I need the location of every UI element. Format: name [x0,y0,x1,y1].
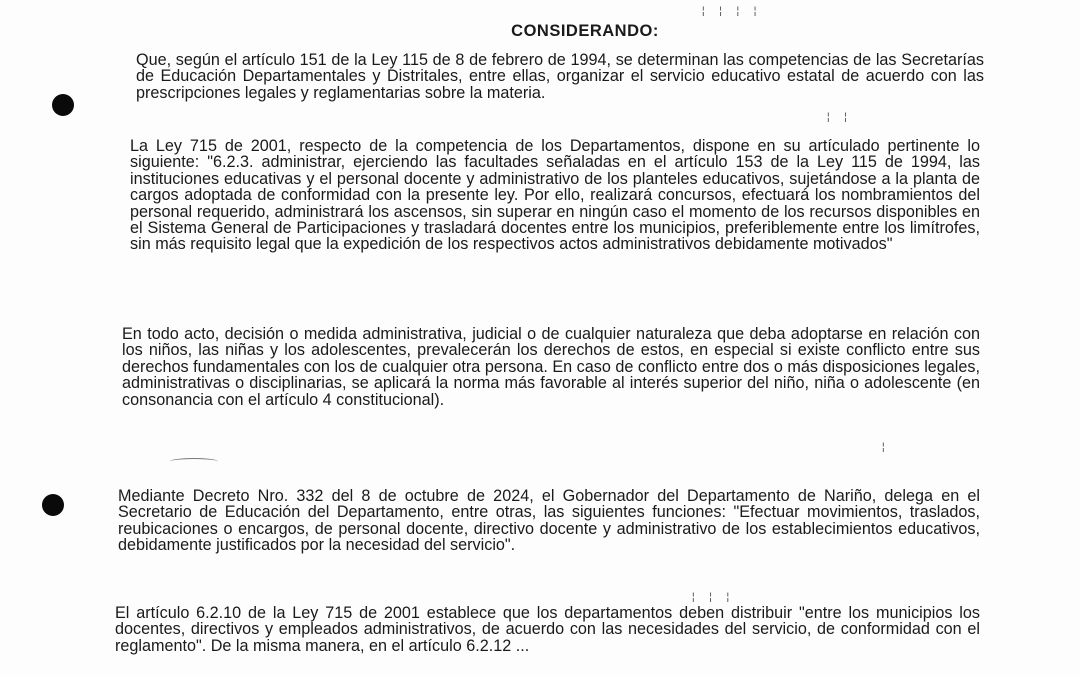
paragraph: La Ley 715 de 2001, respecto de la competencia de los Departamentos, dispone en su artículado pertinente lo siguiente: "6.2.3. administrar, ejerciendo las facultades señaladas en el artículo 153 de la Ley 115 de 1994, las instituciones educativas y el personal docente y administrativo de los planteles educativos, sujetándose a la planta de cargos adoptada de conformidad con la presente ley. Por ello, realizará concursos, efectuará los nombramientos del personal requerido, administrará los ascensos, sin superar en ningún caso el momento de los recursos disponibles en el Sistema General de Participaciones y trasladará docentes entre los municipios, preferiblemente entre los limítrofes, sin más requisito legal que la expedición de los respectivos actos administrativos debidamente motivados" [130,137,980,254]
scan-artifact: ¦ ¦ ¦ ¦ [700,4,761,17]
paragraph: Mediante Decreto Nro. 332 del 8 de octubre de 2024, el Gobernador del Departamento de Nariño, delega en el Secretario de Educación del Departamento, entre otras, las siguientes funciones: "Efectuar movimientos, traslados, reubicaciones o encargos, de personal docente, directivo docente y administrativo de los establecimientos educativos, debidamente justificados por la necesidad del servicio". [118,487,980,555]
scan-artifact: ¦ ¦ [825,110,851,123]
paragraph: El artículo 6.2.10 de la Ley 715 de 2001 establece que los departamentos deben distribuir "entre los municipios los docentes, directivos y empleados administrativos, de acuerdo con las necesidades del servicio, de conformidad con el reglamento". De la misma manera, en el artículo 6.2.12 ... [115,604,980,655]
paragraph: Que, según el artículo 151 de la Ley 115 de 8 de febrero de 1994, se determinan las competencias de las Secretarías de Educación Departamentales y Distritales, entre ellas, organizar el servicio educativo estatal de acuerdo con las prescripciones legales y reglamentarias sobre la materia. [136,51,984,102]
scan-artifact: ¦ ¦ ¦ [690,590,734,603]
pen-mark [170,458,218,465]
punch-hole-icon [52,94,74,116]
punch-hole-icon [42,494,64,516]
section-heading: CONSIDERANDO: [511,22,659,40]
paragraph: En todo acto, decisión o medida administrativa, judicial o de cualquier naturaleza que deba adoptarse en relación con los niños, las niñas y los adolescentes, prevalecerán los derechos de estos, en especial si existe conflicto entre sus derechos fundamentales con los de cualquier otra persona. En caso de conflicto entre dos o más disposiciones legales, administrativas o disciplinarias, se aplicará la norma más favorable al interés superior del niño, niña o adolescente (en consonancia con el artículo 4 constitucional). [122,325,980,409]
scan-artifact: ¦ [880,440,889,453]
